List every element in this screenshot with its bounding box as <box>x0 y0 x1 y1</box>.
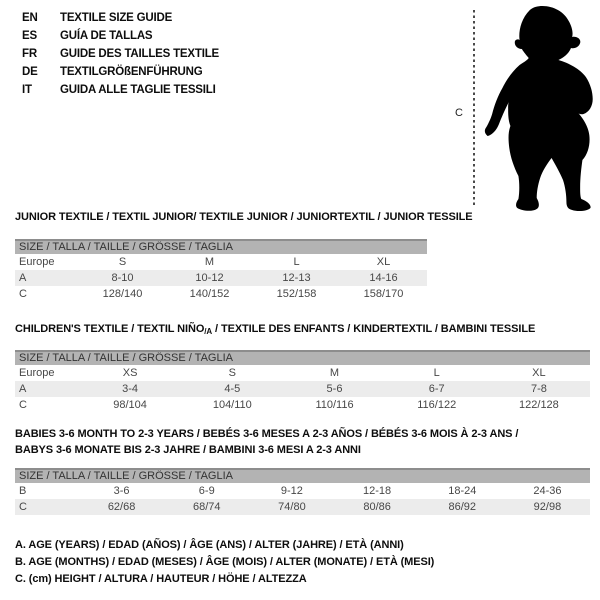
size-cell: 104/110 <box>212 399 252 411</box>
table-row <box>15 254 427 270</box>
table-row <box>15 270 427 286</box>
language-row <box>22 27 219 45</box>
size-cell: S <box>118 256 127 268</box>
babies-size-table <box>15 468 590 515</box>
children-title-text-after: / TEXTILE DES ENFANTS / KINDERTEXTIL / BAMBINI TESSILE <box>212 323 536 335</box>
size-cell: 4-5 <box>224 383 241 395</box>
row-label: Europe <box>19 367 55 379</box>
height-c-label: C <box>455 107 463 119</box>
row-label: B <box>19 485 27 497</box>
size-cell: 128/140 <box>102 288 143 300</box>
size-cell: 10-12 <box>195 272 224 284</box>
babies-title-line-2: BABYS 3-6 MONATE BIS 2-3 JAHRE / BAMBINI 3-6 MESI A 2-3 ANNI <box>15 444 361 456</box>
size-cell: 116/122 <box>417 399 457 411</box>
size-cell: 140/152 <box>189 288 230 300</box>
size-cell: 98/104 <box>113 399 147 411</box>
size-cell: XL <box>532 367 546 379</box>
row-label: C <box>19 288 27 300</box>
language-label: TEXTILGRÖßENFÜHRUNG <box>60 66 203 78</box>
size-cell: 3-6 <box>113 485 130 497</box>
footnote-line: B. AGE (MONTHS) / EDAD (MESES) / ÂGE (MOIS) / ALTER (MONATE) / ETÀ (MESI) <box>15 556 435 568</box>
language-label: GUÍA DE TALLAS <box>60 30 153 42</box>
size-cell: 12-13 <box>282 272 311 284</box>
table-row <box>15 499 590 515</box>
size-cell: 80/86 <box>363 501 391 513</box>
babies-title-line-1: BABIES 3-6 MONTH TO 2-3 YEARS / BEBÉS 3-6 MESES A 2-3 AÑOS / BÉBÉS 3-6 MOIS À 2-3 ANS / <box>15 428 519 440</box>
table-header-bar: SIZE / TALLA / TAILLE / GRÖSSE / TAGLIA <box>15 468 590 483</box>
size-cell: 74/80 <box>278 501 306 513</box>
table-row <box>15 483 590 499</box>
language-row <box>22 81 219 99</box>
section-title-children <box>15 323 535 336</box>
height-measure-line <box>473 10 475 208</box>
table-row <box>15 397 590 413</box>
size-cell: 5-6 <box>326 383 343 395</box>
size-cell: 18-24 <box>448 485 477 497</box>
size-cell: XL <box>376 256 391 268</box>
size-cell: XS <box>122 367 138 379</box>
language-row <box>22 9 219 27</box>
children-size-table <box>15 350 590 413</box>
language-row <box>22 63 219 81</box>
language-label: TEXTILE SIZE GUIDE <box>60 12 173 24</box>
section-title-junior: JUNIOR TEXTILE / TEXTIL JUNIOR/ TEXTILE JUNIOR / JUNIORTEXTIL / JUNIOR TESSILE <box>15 211 473 223</box>
size-cell: 122/128 <box>519 399 559 411</box>
row-label: C <box>19 501 27 513</box>
section-title-babies <box>15 426 518 458</box>
row-label: A <box>19 272 27 284</box>
size-cell: 6-9 <box>198 485 215 497</box>
language-label: GUIDA ALLE TAGLIE TESSILI <box>60 84 216 96</box>
row-label: A <box>19 383 27 395</box>
children-title-subscript: /A <box>204 327 213 336</box>
size-cell: 12-18 <box>363 485 392 497</box>
footnote-line: C. (cm) HEIGHT / ALTURA / HAUTEUR / HÖHE / ALTEZZA <box>15 573 307 585</box>
table-header-bar: SIZE / TALLA / TAILLE / GRÖSSE / TAGLIA <box>15 350 590 365</box>
size-cell: 9-12 <box>280 485 303 497</box>
language-label: GUIDE DES TAILLES TEXTILE <box>60 48 219 60</box>
size-cell: 92/98 <box>533 501 562 513</box>
size-cell: 3-4 <box>122 383 139 395</box>
footnote-line: A. AGE (YEARS) / EDAD (AÑOS) / ÂGE (ANS) / ALTER (JAHRE) / ETÀ (ANNI) <box>15 539 404 551</box>
size-cell: 68/74 <box>192 501 221 513</box>
language-code: DE <box>22 66 38 78</box>
size-cell: 8-10 <box>111 272 134 284</box>
size-cell: M <box>329 367 340 379</box>
table-row <box>15 381 590 397</box>
size-cell: 152/158 <box>276 288 317 300</box>
size-cell: 14-16 <box>369 272 398 284</box>
size-cell: L <box>293 256 300 268</box>
language-list <box>22 9 219 99</box>
language-row <box>22 45 219 63</box>
size-cell: S <box>228 367 236 379</box>
table-header-bar: SIZE / TALLA / TAILLE / GRÖSSE / TAGLIA <box>15 239 427 254</box>
size-cell: 86/92 <box>448 501 477 513</box>
language-code: EN <box>22 12 38 24</box>
size-cell: L <box>433 367 440 379</box>
size-cell: 110/116 <box>315 399 354 411</box>
size-cell: 24-36 <box>533 485 562 497</box>
size-cell: 6-7 <box>428 383 445 395</box>
size-cell: M <box>204 256 215 268</box>
children-title-text: CHILDREN'S TEXTILE / TEXTIL NIÑO <box>15 323 205 335</box>
baby-silhouette-icon <box>483 6 595 212</box>
language-code: FR <box>22 48 37 60</box>
row-label: C <box>19 399 27 411</box>
row-label: Europe <box>19 256 55 268</box>
junior-size-table <box>15 239 427 302</box>
language-code: ES <box>22 30 37 42</box>
table-row <box>15 365 590 381</box>
size-cell: 158/170 <box>363 288 404 300</box>
language-code: IT <box>22 84 32 96</box>
size-cell: 62/68 <box>107 501 136 513</box>
table-row <box>15 286 427 302</box>
size-cell: 7-8 <box>530 383 547 395</box>
footnote-legend <box>15 537 434 588</box>
